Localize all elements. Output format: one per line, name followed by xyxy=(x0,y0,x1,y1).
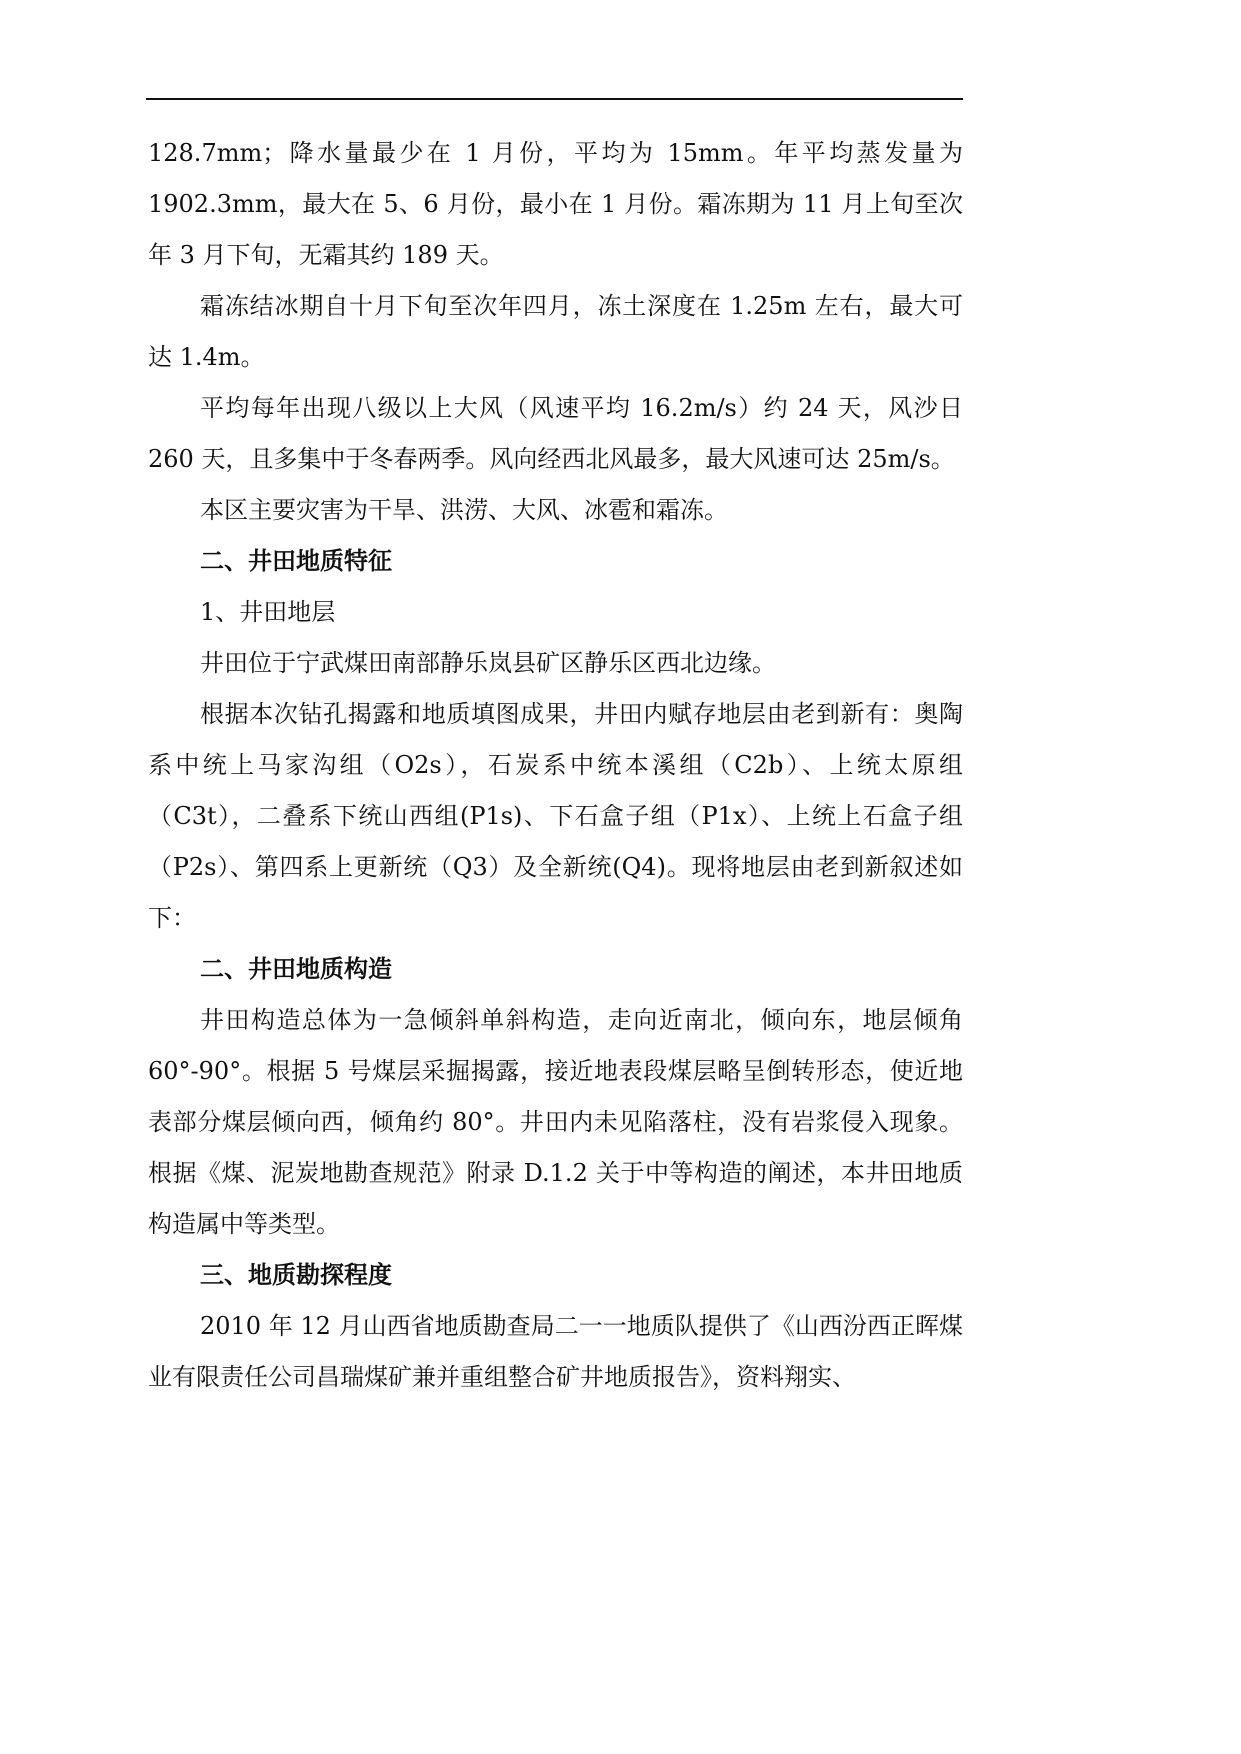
paragraph-climate-continuation: 128.7mm；降水量最少在 1 月份，平均为 15mm。年平均蒸发量为 1902.3mm，最大在 5、6 月份，最小在 1 月份。霜冻期为 11 月上旬至次年 3 月下旬，无霜其约 189 天。 xyxy=(148,139,963,269)
subheading-strata: 1、井田地层 xyxy=(200,598,336,626)
paragraph-structure: 井田构造总体为一急倾斜单斜构造，走向近南北，倾向东，地层倾角 60°-90°。根据 5 号煤层采掘揭露，接近地表段煤层略呈倒转形态，使近地表部分煤层倾向西，倾角约 80°。井田内未见陷落柱，没有岩浆侵入现象。根据《煤、泥炭地勘查规范》附录 D.1.2 关于中等构造的阐述，本井田地质构造属中等类型。 xyxy=(148,1006,963,1238)
paragraph-disasters: 本区主要灾害为干旱、洪涝、大风、冰雹和霜冻。 xyxy=(200,496,728,524)
paragraph-strata-list: 根据本次钻孔揭露和地质填图成果，井田内赋存地层由老到新有：奥陶系中统上马家沟组（O2s），石炭系中统本溪组（C2b）、上统太原组（C3t），二叠系下统山西组(P1s)、下石盒子组（P1x）、上统上石盒子组（P2s）、第四系上更新统（Q3）及全新统(Q4)。现将地层由老到新叙述如下： xyxy=(148,700,963,932)
paragraph-location: 井田位于宁武煤田南部静乐岚县矿区静乐区西北边缘。 xyxy=(200,649,776,677)
paragraph-frozen-soil: 霜冻结冰期自十月下旬至次年四月，冻土深度在 1.25m 左右，最大可达 1.4m。 xyxy=(148,292,963,371)
header-rule xyxy=(146,98,963,100)
document-body xyxy=(148,128,963,1403)
paragraph-exploration: 2010 年 12 月山西省地质勘查局二一一地质队提供了《山西汾西正晖煤业有限责任公司昌瑞煤矿兼并重组整合矿井地质报告》，资料翔实、 xyxy=(148,1312,963,1391)
section-heading-geology-structure: 二、井田地质构造 xyxy=(200,955,392,983)
paragraph-wind: 平均每年出现八级以上大风（风速平均 16.2m/s）约 24 天，风沙日 260 天，且多集中于冬春两季。风向经西北风最多，最大风速可达 25m/s。 xyxy=(148,394,963,473)
section-heading-exploration-degree: 三、地质勘探程度 xyxy=(200,1261,392,1289)
section-heading-geology-features: 二、井田地质特征 xyxy=(200,547,392,575)
